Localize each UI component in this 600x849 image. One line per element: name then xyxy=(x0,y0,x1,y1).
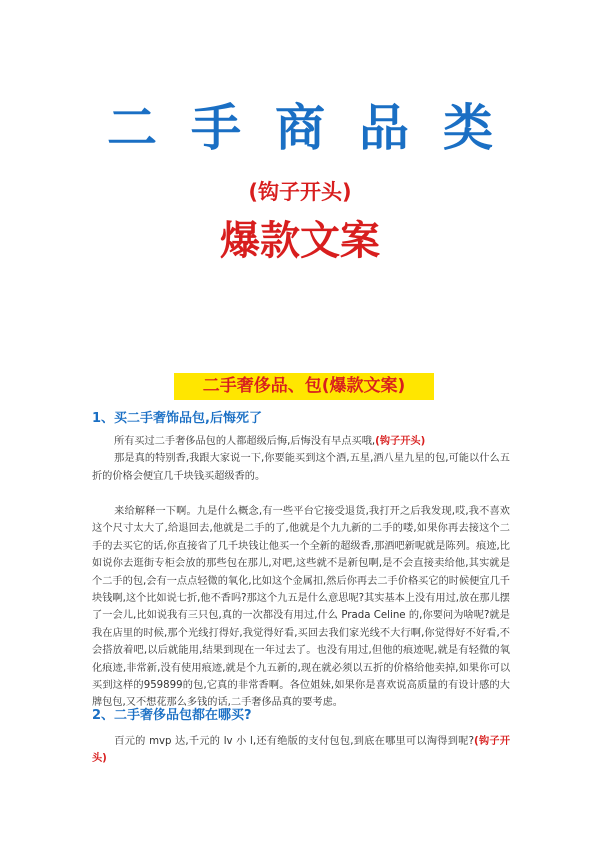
hook-label-2: (钩子开头) xyxy=(92,736,511,765)
section-banner: 二手奢侈品、包(爆款文案) xyxy=(174,373,434,400)
paragraph-1-continuation: 那是真的特别香,我跟大家说一下,你要能买到这个酒,五星,酒八星九星的包,可能以什么五折的价格会便宜几千块钱买超级香的。 xyxy=(92,453,510,482)
paragraph-1 xyxy=(92,433,510,485)
paragraph-3 xyxy=(92,733,510,768)
section-heading-1: 1、买二手奢饰品包,后悔死了 xyxy=(92,411,262,426)
headline: 爆款文案 xyxy=(220,218,380,264)
hook-label: (钩子开头) xyxy=(375,436,426,447)
paragraph-2 xyxy=(92,503,510,712)
paragraph-2-text: 来给解释一下啊。九是什么概念,有一些平台它接受退货,我打开之后我发现,哎,我不喜欢这个尺寸太大了,给退回去,他就是二手的了,他就是个九九新的二手的喽,如果你再去接这个二手的去买它的话,你直接省了几千块钱让他买一个全新的超级香,那酒吧新呢就是陈列。痕迹,比如说你去逛街专柜会放的那些包在那儿,对吧,这些就不是新包啊,是不会直接卖给他,其实就是个二手的包,会有一点点轻微的氧化,比如这个金属扣,然后你再去二手价格买它的时候便宜几千块钱啊,这个比如说七折,他不香吗?那这个九五是什么意思呢?其实基本上没有用过,放在那儿摆了一会儿,比如说我有三只包,真的一次都没有用过,什么 Prada Celine 的,你要问为啥呢?就是我在店里的时候,那个光线打得好,我觉得好看,买回去我们家光线不大行啊,你觉得好不好看,不会搭放着吧,以后就能用,结果到现在一年过去了。也没有用过,但他的痕迹呢,就是有轻微的氧化痕迹,非常新,没有使用痕迹,就是个九五新的,现在就必须以五折的价格给他卖掉,如果你可以买到这样的959899的包,它真的非常香啊。各位姐妹,如果你是喜欢说高质量的有设计感的大牌包包,又不想花那么多钱的话,二手奢侈品真的要考虑。 xyxy=(92,506,510,709)
paragraph-3-text: 百元的 mvp 达,千元的 lv 小 l,还有绝版的支付包包,到底在哪里可以淘得到呢? xyxy=(114,736,475,747)
main-title: 二手商品类 xyxy=(107,99,527,157)
section-heading-2: 2、二手奢侈品包都在哪买? xyxy=(92,708,252,723)
paragraph-1-text: 所有买过二手奢侈品包的人都超级后悔,后悔没有早点买哦, xyxy=(114,436,376,447)
sub-title: (钩子开头) xyxy=(248,180,352,204)
